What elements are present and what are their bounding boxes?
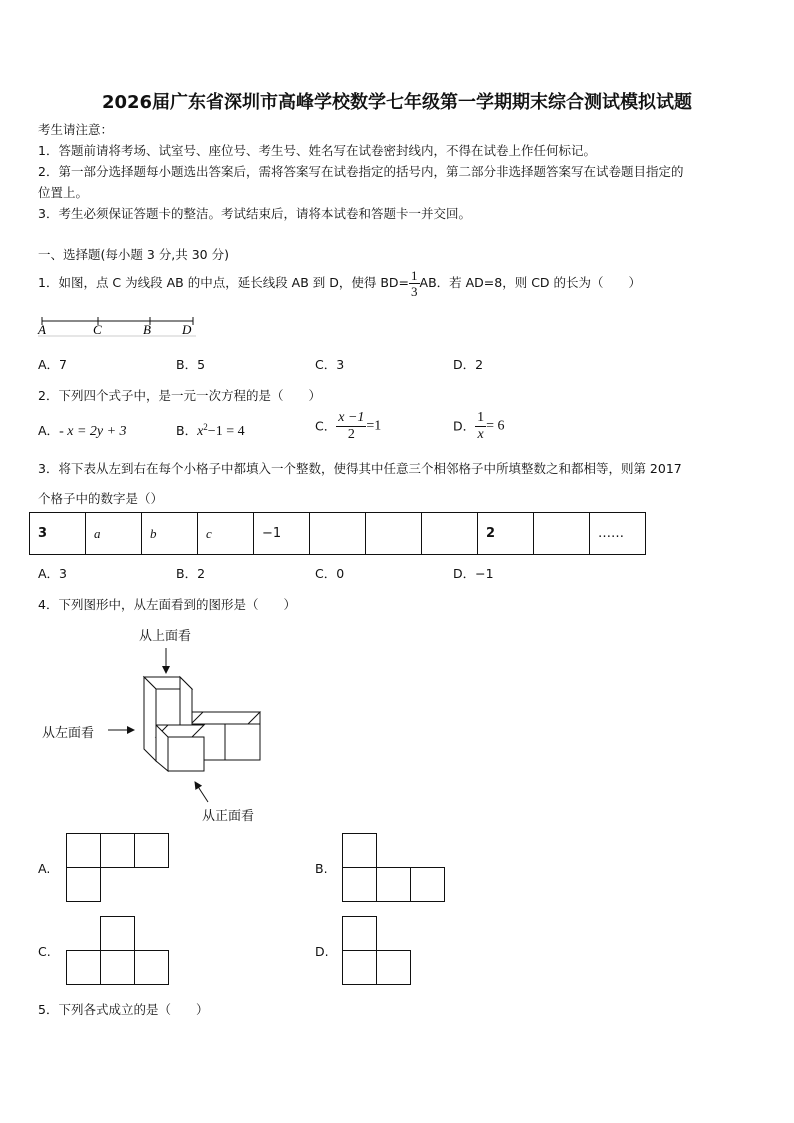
grid-square [377,951,411,985]
grid-square [343,868,377,902]
table-cell: −1 [254,513,310,555]
q3-option-d[interactable]: D．−1 [453,566,494,581]
q2-option-d-fraction [475,411,486,442]
point-c-label: C [93,322,102,337]
table-cell [310,513,366,555]
label-left-view: 从左面看 [42,726,95,741]
q2-option-c-rest: =1 [366,418,382,434]
q1-fraction [409,269,420,298]
q3-option-a[interactable]: A．3 [38,566,68,581]
cube-side-face [144,677,156,761]
notice-item-2-cont: 位置上。 [38,185,89,200]
notice-item-2: 2．第一部分选择题每小题选出答案后，需将答案写在试卷指定的括号内，第二部分非选择题答案写在试卷题目指定的 [38,164,684,179]
point-d-label: D [182,322,192,337]
grid-square [101,834,135,868]
q1-prefix: 1．如图，点 C 为线段 AB 的中点，延长线段 AB 到 D，使得 BD= [38,275,410,290]
table-cell: c [198,513,254,555]
table-row [30,513,646,555]
cube-solid-figure [100,640,280,815]
notice-heading: 考生请注意： [38,122,114,137]
cube-face [225,724,260,760]
q2-option-c-fraction [336,411,366,442]
grid-square [377,868,411,902]
question-3-stem-line1: 3．将下表从左到右在每个小格子中都填入一个整数，使得其中任意三个相邻格子中所填整数之和都相等，则第 2017 [38,461,682,476]
cube-face [168,737,204,771]
q1-option-d[interactable]: D．2 [453,357,484,372]
page-title: 2026届广东省深圳市高峰学校数学七年级第一学期期末综合测试模拟试题 [101,92,693,113]
table-cell [534,513,590,555]
table-cell: 3 [30,513,86,555]
point-a-label: A [38,322,46,337]
q1-option-c[interactable]: C．3 [315,357,345,372]
q2-option-c-label: C． [315,418,337,434]
q4-option-d[interactable]: D. [315,944,329,959]
question-5-stem: 5．下列各式成立的是（ ） [38,1002,209,1017]
q4-option-b[interactable]: B. [315,861,328,876]
grid-square [411,868,445,902]
option-c-figure[interactable] [66,916,170,986]
q3-option-c[interactable]: C．0 [315,566,345,581]
q2-option-b-base: x [197,424,204,439]
q2-option-c-den: 2 [347,427,355,442]
question-1-stem [38,268,641,298]
point-b-label: B [143,322,151,337]
q2-option-b-rest: −1 = 4 [207,424,245,439]
segment-figure [36,312,201,340]
q2-option-c[interactable] [315,411,381,442]
label-front-view: 从正面看 [202,809,255,824]
q2-option-b[interactable] [176,421,245,440]
sequence-table [29,512,646,555]
q2-option-d-rest: = 6 [486,418,505,434]
q1-frac-num: 1 [411,268,418,283]
q2-option-b-label: B． [176,423,198,438]
arrow-front [195,782,208,802]
q2-option-b-exp: 2 [203,421,208,432]
grid-square [135,834,169,868]
q3-option-b[interactable]: B．2 [176,566,206,581]
table-cell [366,513,422,555]
q2-option-a-label: A． [38,423,60,438]
question-2-stem: 2．下列四个式子中，是一元一次方程的是（ ） [38,388,321,403]
notice-item-3: 3．考生必须保证答题卡的整洁。考试结束后，请将本试卷和答题卡一并交回。 [38,206,471,221]
q2-option-d-label: D． [453,418,476,434]
notice-item-1: 1．答题前请将考场、试室号、座位号、考生号、姓名写在试卷密封线内，不得在试卷上作任何标记。 [38,143,596,158]
q1-option-b[interactable]: B．5 [176,357,206,372]
table-cell [422,513,478,555]
option-d-figure[interactable] [342,916,414,986]
table-cell: 2 [478,513,534,555]
table-cell: a [86,513,142,555]
label-top-view: 从上面看 [139,629,192,644]
q2-option-d-num: 1 [477,410,485,425]
grid-square [101,951,135,985]
q2-option-d[interactable] [453,411,505,442]
grid-square [135,951,169,985]
grid-square [343,917,377,951]
q2-option-a-expr: - x = 2y + 3 [59,424,127,439]
table-cell: …… [590,513,646,555]
grid-square [67,868,101,902]
question-4-stem: 4．下列图形中，从左面看到的图形是（ ） [38,597,296,612]
question-3-stem-line2: 个格子中的数字是（） [38,491,164,506]
q4-option-c[interactable]: C. [38,944,51,959]
section-heading: 一、选择题(每小题 3 分,共 30 分) [38,247,229,262]
q2-option-d-den: x [477,427,484,442]
q1-suffix: AB．若 AD=8，则 CD 的长为（ ） [419,275,642,290]
grid-square [67,951,101,985]
grid-square [101,917,135,951]
table-cell: b [142,513,198,555]
q2-option-c-num: x −1 [338,410,365,425]
q1-option-a[interactable]: A．7 [38,357,68,372]
grid-square [67,834,101,868]
q4-option-a[interactable]: A. [38,861,51,876]
option-a-figure[interactable] [66,833,170,903]
q2-option-a[interactable] [38,421,127,440]
grid-square [343,951,377,985]
q1-frac-den: 3 [411,284,418,299]
grid-square [343,834,377,868]
option-b-figure[interactable] [342,833,446,903]
cube-top-face [191,712,260,724]
